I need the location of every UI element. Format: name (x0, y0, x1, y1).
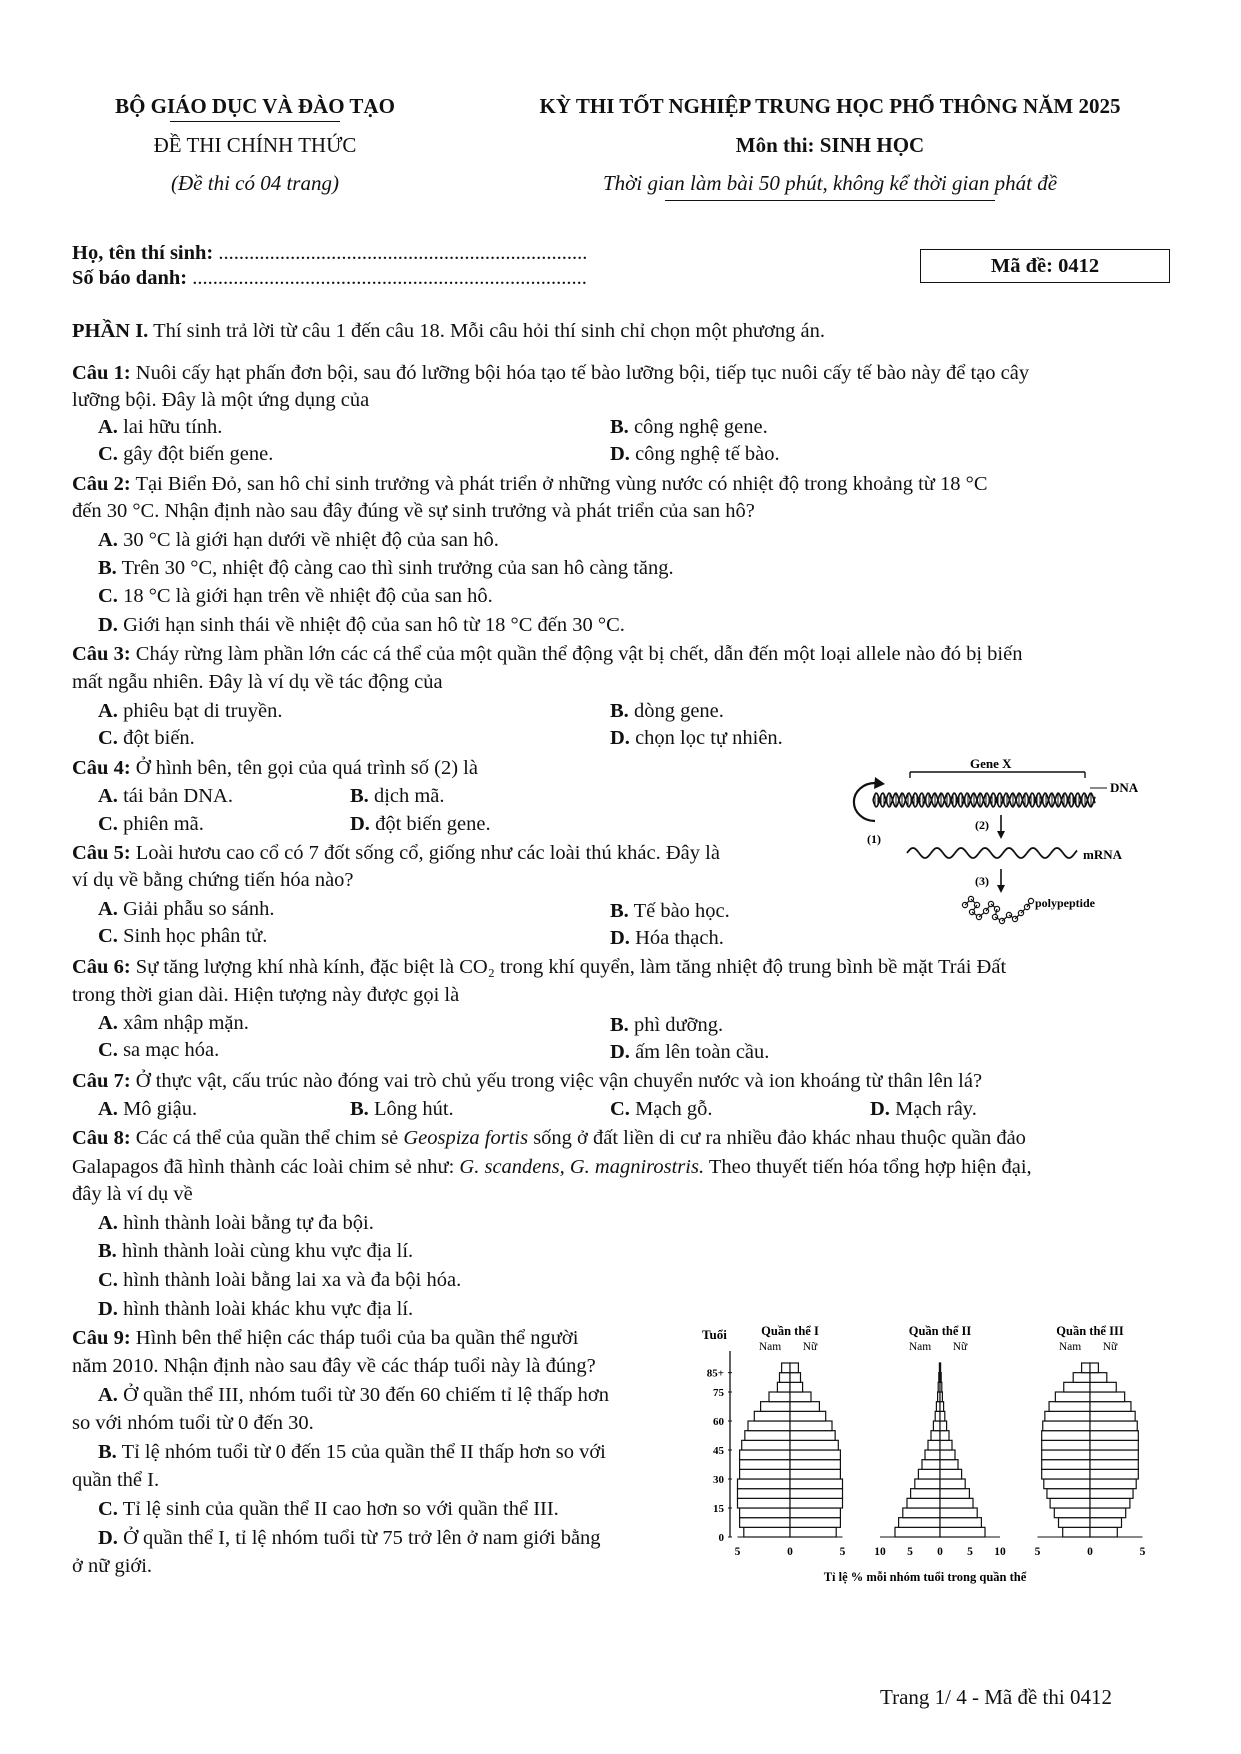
y-tick-label: 75 (713, 1387, 724, 1399)
y-tick-label: 15 (713, 1503, 724, 1515)
x-tick-label: 5 (734, 1546, 741, 1558)
polypeptide-label: polypeptide (1035, 896, 1096, 910)
q3-option-c[interactable]: C. đột biến. (98, 727, 195, 749)
q9-option-a-cont: so với nhóm tuổi từ 0 đến 30. (72, 1412, 314, 1434)
q5-label: Câu 5: (72, 842, 131, 864)
step1-label: (1) (867, 832, 881, 846)
male-bar (738, 1489, 791, 1499)
x-tick-label: 10 (874, 1546, 886, 1558)
male-bar (1042, 1469, 1090, 1479)
male-bar (915, 1479, 940, 1489)
part1-label: PHẦN I. (72, 320, 149, 342)
dna-label: DNA (1110, 780, 1139, 795)
female-bar (940, 1479, 965, 1489)
male-label: Nam (908, 1341, 932, 1353)
pyramid-title: Quần thể II (908, 1324, 972, 1338)
q8-option-d[interactable]: D. hình thành loài khác khu vực địa lí. (98, 1298, 414, 1320)
male-bar (935, 1411, 940, 1421)
subject-label: Môn thi: SINH HỌC (735, 133, 925, 157)
q5-stem: Câu 5: Loài hươu cao cổ có 7 đốt sống cổ, giống như các loài thú khác. Đây là (72, 842, 720, 864)
female-bar (790, 1518, 840, 1528)
female-bar (790, 1431, 835, 1441)
male-bar (1042, 1440, 1090, 1450)
male-bar (1042, 1431, 1090, 1441)
q9-option-c[interactable]: C. Tỉ lệ sinh của quần thể II cao hơn so với quần thể III. (98, 1498, 559, 1520)
female-bar (1090, 1460, 1138, 1470)
female-bar (790, 1363, 798, 1373)
exam-code-label: Mã đề: (990, 255, 1053, 277)
female-bar (790, 1440, 838, 1450)
female-bar (1090, 1431, 1138, 1441)
female-bar (940, 1440, 952, 1450)
q5-option-a[interactable]: A. Giải phẫu so sánh. (98, 898, 275, 920)
q2-option-a[interactable]: A. 30 °C là giới hạn dưới về nhiệt độ của san hô. (98, 529, 499, 551)
q1-stem-line1: Nuôi cấy hạt phấn đơn bội, sau đó lưỡng bội hóa tạo tế bào lưỡng bội, tiếp tục nuôi cấy tế bào này để tạo cây (135, 362, 1030, 384)
female-bar (1090, 1373, 1107, 1383)
q1-option-d[interactable]: D. công nghệ tế bào. (610, 443, 780, 465)
female-bar (790, 1469, 840, 1479)
male-bar (780, 1373, 791, 1383)
q4-option-d[interactable]: D. đột biến gene. (350, 813, 491, 835)
x-tick-label: 5 (1034, 1546, 1041, 1558)
male-bar (1043, 1421, 1090, 1431)
male-bar (1064, 1382, 1090, 1392)
female-bar (940, 1460, 958, 1470)
male-bar (922, 1460, 940, 1470)
female-bar (790, 1489, 843, 1499)
q1-stem (72, 362, 1029, 385)
female-bar (940, 1508, 977, 1518)
female-bar (1090, 1440, 1138, 1450)
female-bar (940, 1431, 949, 1441)
ministry-name: BỘ GIÁO DỤC VÀ ĐÀO TẠO (115, 94, 395, 118)
q4-stem: Câu 4: Ở hình bên, tên gọi của quá trình số (2) là (72, 757, 478, 779)
q3-option-b[interactable]: B. dòng gene. (610, 700, 724, 722)
ministry-underline (170, 121, 340, 122)
q7-option-b[interactable]: B. Lông hút. (350, 1098, 454, 1120)
male-bar (1050, 1498, 1090, 1508)
x-tick-label: 0 (1087, 1546, 1093, 1558)
x-tick-label: 0 (787, 1546, 793, 1558)
official-exam-label: ĐỀ THI CHÍNH THỨC (153, 133, 357, 157)
male-label: Nam (1058, 1341, 1082, 1353)
q4-option-b[interactable]: B. dịch mã. (350, 785, 445, 807)
q2-stem: Câu 2: Tại Biển Đỏ, san hô chỉ sinh trưởng và phát triển ở những vùng nước có nhiệt độ trong khoảng từ 18 °C (72, 473, 988, 495)
x-tick-label: 5 (967, 1546, 973, 1558)
q3-option-d[interactable]: D. chọn lọc tự nhiên. (610, 727, 783, 749)
male-bar (744, 1527, 790, 1537)
female-bar (940, 1411, 945, 1421)
female-bar (940, 1402, 944, 1412)
male-bar (911, 1489, 940, 1499)
q5-stem-line2: ví dụ về bằng chứng tiến hóa nào? (72, 869, 354, 891)
q9-option-d[interactable]: D. Ở quần thể I, tỉ lệ nhóm tuổi từ 75 trở lên ở nam giới bằng (98, 1527, 601, 1549)
q6-stem: Câu 6: Sự tăng lượng khí nhà kính, đặc biệt là CO₂ trong khí quyển, làm tăng nhiệt độ trung bình bề mặt Trái Đất (72, 956, 1007, 978)
male-bar (1055, 1392, 1090, 1402)
q5-option-b[interactable]: B. Tế bào học. (610, 900, 730, 922)
female-bar (1090, 1421, 1137, 1431)
y-ticks (707, 1368, 732, 1544)
female-bar (1090, 1469, 1138, 1479)
female-bar (790, 1373, 801, 1383)
female-bar (1090, 1402, 1131, 1412)
female-bar (790, 1450, 840, 1460)
time-note: Thời gian làm bài 50 phút, không kể thời gian phát đề (602, 171, 1058, 195)
q1-option-c[interactable]: C. gây đột biến gene. (98, 443, 274, 465)
male-bar (1073, 1373, 1090, 1383)
female-bar (1090, 1392, 1125, 1402)
q7-option-d[interactable]: D. Mạch rây. (870, 1098, 977, 1120)
female-bar (790, 1382, 803, 1392)
q1-option-a[interactable]: A. lai hữu tính. (98, 416, 223, 438)
male-bar (740, 1460, 790, 1470)
female-bar (790, 1402, 819, 1412)
replication-arrow (854, 783, 875, 821)
female-bar (1090, 1363, 1098, 1373)
female-bar (790, 1498, 843, 1508)
q1-stem-line2: lưỡng bội. Đây là một ứng dụng của (72, 389, 370, 411)
male-bar (1049, 1402, 1090, 1412)
male-bar (918, 1469, 940, 1479)
q7-option-a[interactable]: A. Mô giậu. (98, 1098, 198, 1120)
male-bar (1082, 1363, 1090, 1373)
q4-option-a[interactable]: A. tái bản DNA. (98, 785, 233, 807)
q9-stem: Câu 9: Hình bên thể hiện các tháp tuổi của ba quần thể người (72, 1327, 579, 1349)
female-label: Nữ (952, 1341, 968, 1353)
q5-option-c[interactable]: C. Sinh học phân tử. (98, 925, 268, 947)
female-bar (1090, 1527, 1117, 1537)
candidate-id-field[interactable]: ............................................................................. (192, 267, 587, 289)
male-bar (742, 1440, 790, 1450)
female-bar (940, 1469, 962, 1479)
time-note-underline (665, 200, 995, 201)
female-bar (1090, 1518, 1122, 1528)
x-tick-label: 10 (994, 1546, 1006, 1558)
q3-label: Câu 3: (72, 643, 131, 665)
male-bar (748, 1421, 790, 1431)
female-label: Nữ (1102, 1341, 1118, 1353)
mrna-strand (907, 848, 1077, 858)
female-bar (940, 1382, 942, 1392)
q6-option-d[interactable]: D. ấm lên toàn cầu. (610, 1041, 770, 1063)
y-axis-label: Tuổi (702, 1327, 727, 1342)
q5-option-d[interactable]: D. Hóa thạch. (610, 927, 724, 949)
female-bar (1090, 1382, 1116, 1392)
candidate-name-label: Họ, tên thí sinh: (72, 242, 214, 264)
male-bar (907, 1498, 940, 1508)
female-bar (940, 1489, 969, 1499)
footer-exam-code: 0412 (1069, 1685, 1112, 1709)
page-number: Trang 1/ 4 - Mã đề thi (880, 1685, 1065, 1709)
male-bar (1054, 1508, 1090, 1518)
q8-stem: Câu 8: Các cá thể của quần thể chim sẻ Geospiza fortis sống ở đất liền di cư ra nhiều đảo khác nhau thuộc quần đảo (72, 1127, 1026, 1149)
female-bar (1090, 1508, 1126, 1518)
female-bar (790, 1392, 811, 1402)
q9-label: Câu 9: (72, 1327, 131, 1349)
q2-option-c[interactable]: C. 18 °C là giới hạn trên về nhiệt độ của san hô. (98, 585, 493, 607)
candidate-name-row (72, 242, 587, 265)
male-bar (769, 1392, 790, 1402)
q1-label: Câu 1: (72, 362, 131, 384)
male-bar (738, 1498, 791, 1508)
q7-option-c[interactable]: C. Mạch gỗ. (610, 1098, 713, 1120)
female-bar (790, 1508, 840, 1518)
pyramid-title: Quần thể I (761, 1324, 819, 1338)
q9-option-d-cont: ở nữ giới. (72, 1555, 153, 1577)
male-bar (740, 1469, 790, 1479)
q8-option-c[interactable]: C. hình thành loài bằng lai xa và đa bội hóa. (98, 1269, 462, 1291)
candidate-id-row (72, 267, 587, 290)
female-bar (1090, 1489, 1133, 1499)
y-tick-label: 60 (713, 1416, 724, 1428)
x-tick-label: 5 (839, 1546, 846, 1558)
q4-option-c[interactable]: C. phiên mã. (98, 813, 204, 835)
male-bar (1042, 1460, 1090, 1470)
male-bar (928, 1440, 940, 1450)
male-bar (899, 1518, 940, 1528)
male-bar (925, 1450, 940, 1460)
q2-option-b[interactable]: B. Trên 30 °C, nhiệt độ càng cao thì sinh trưởng của san hô càng tăng. (98, 557, 674, 579)
male-bar (1047, 1489, 1090, 1499)
female-bar (790, 1411, 826, 1421)
mrna-label: mRNA (1083, 847, 1122, 862)
male-bar (782, 1363, 790, 1373)
step3-label: (3) (975, 874, 989, 888)
q6-option-b[interactable]: B. phì dưỡng. (610, 1014, 724, 1036)
q7-stem: Câu 7: Ở thực vật, cấu trúc nào đóng vai trò chủ yếu trong việc vận chuyển nước và ion khoáng từ thân lên lá? (72, 1070, 983, 1092)
male-bar (740, 1518, 790, 1528)
male-bar (933, 1421, 940, 1431)
male-bar (740, 1450, 790, 1460)
q4-label: Câu 4: (72, 757, 131, 779)
female-bar (940, 1373, 941, 1383)
exam-code-value: 0412 (1058, 255, 1100, 277)
female-bar (790, 1421, 832, 1431)
q6-stem-line2: trong thời gian dài. Hiện tượng này được gọi là (72, 984, 460, 1006)
pyramid-title: Quần thể III (1056, 1324, 1124, 1338)
q1-option-b[interactable]: B. công nghệ gene. (610, 416, 768, 438)
q2-label: Câu 2: (72, 473, 131, 495)
x-tick-label: 0 (937, 1546, 943, 1558)
female-bar (1090, 1498, 1130, 1508)
q3-stem: Câu 3: Cháy rừng làm phần lớn các cá thể của một quần thể động vật bị chết, dẫn đến một loại allele nào đó bị biến (72, 643, 1023, 665)
male-bar (745, 1431, 790, 1441)
q6-option-c[interactable]: C. sa mạc hóa. (98, 1039, 220, 1061)
q8-stem-line3: đây là ví dụ về (72, 1183, 193, 1205)
pyramids (735, 1324, 1146, 1558)
male-bar (903, 1508, 940, 1518)
x-tick-label: 5 (1139, 1546, 1146, 1558)
male-label: Nam (758, 1341, 782, 1353)
male-bar (1045, 1411, 1090, 1421)
male-bar (1044, 1479, 1090, 1489)
x-tick-label: 5 (907, 1546, 913, 1558)
male-bar (761, 1402, 790, 1412)
female-bar (1090, 1479, 1136, 1489)
q2-option-d[interactable]: D. Giới hạn sinh thái về nhiệt độ của san hô từ 18 °C đến 30 °C. (98, 614, 625, 636)
exam-title: KỲ THI TỐT NGHIỆP TRUNG HỌC PHỔ THÔNG NĂM 2025 (539, 94, 1121, 118)
part1-instructions (72, 320, 825, 343)
polypeptide-chain (962, 896, 1033, 923)
female-bar (1090, 1450, 1138, 1460)
amino-acid (1028, 898, 1033, 903)
step2-label: (2) (975, 818, 989, 832)
male-bar (931, 1431, 940, 1441)
y-tick-label: 45 (713, 1445, 724, 1457)
q6-label: Câu 6: (72, 956, 131, 978)
q7-label: Câu 7: (72, 1070, 131, 1092)
male-bar (777, 1382, 790, 1392)
q9-option-b-cont: quần thể I. (72, 1469, 160, 1491)
y-tick-label: 30 (713, 1474, 724, 1486)
q8-option-b[interactable]: B. hình thành loài cùng khu vực địa lí. (98, 1240, 414, 1262)
q8-option-a[interactable]: A. hình thành loài bằng tự đa bội. (98, 1212, 374, 1234)
y-tick-label: 85+ (706, 1367, 724, 1380)
male-bar (754, 1411, 790, 1421)
male-bar (1042, 1450, 1090, 1460)
x-axis-caption: Tỉ lệ % mỗi nhóm tuổi trong quần thể (823, 1570, 1027, 1584)
candidate-id-label: Số báo danh: (72, 267, 188, 289)
female-bar (940, 1498, 973, 1508)
q3-stem-line2: mất ngẫu nhiên. Đây là ví dụ về tác động của (72, 671, 443, 693)
female-bar (940, 1450, 955, 1460)
male-bar (1063, 1527, 1090, 1537)
female-bar (790, 1460, 840, 1470)
male-bar (738, 1479, 791, 1489)
q3-option-a[interactable]: A. phiêu bạt di truyền. (98, 700, 283, 722)
q2-stem-line2: đến 30 °C. Nhận định nào sau đây đúng về sự sinh trưởng và phát triển của san hô? (72, 500, 755, 522)
q8-label: Câu 8: (72, 1127, 131, 1149)
female-bar (790, 1479, 843, 1489)
female-bar (940, 1421, 947, 1431)
female-bar (940, 1527, 985, 1537)
female-bar (940, 1392, 942, 1402)
y-tick-label: 0 (718, 1532, 724, 1544)
part1-text: Thí sinh trả lời từ câu 1 đến câu 18. Mỗi câu hỏi thí sinh chỉ chọn một phương án. (153, 320, 825, 342)
q6-option-a[interactable]: A. xâm nhập mặn. (98, 1012, 249, 1034)
gene-x-label: Gene X (970, 756, 1012, 771)
candidate-name-field[interactable]: ........................................................................ (218, 242, 588, 264)
pages-note: (Đề thi có 04 trang) (171, 171, 339, 195)
q8-stem-line2: Galapagos đã hình thành các loài chim sẻ như: G. scandens, G. magnirostris. Theo thuyết tiến hóa tổng hợp hiện đại, (72, 1156, 1032, 1178)
exam-code-box (920, 249, 1170, 283)
male-bar (895, 1527, 940, 1537)
gene-expression-figure (845, 755, 1165, 930)
page-footer (880, 1685, 1112, 1710)
male-bar (1059, 1518, 1091, 1528)
age-pyramids-figure (690, 1315, 1160, 1595)
female-label: Nữ (802, 1341, 818, 1353)
female-bar (1090, 1411, 1135, 1421)
q9-option-b[interactable]: B. Tỉ lệ nhóm tuổi từ 0 đến 15 của quần thể II thấp hơn so với (98, 1441, 606, 1463)
male-bar (740, 1508, 790, 1518)
female-bar (940, 1363, 941, 1373)
female-bar (940, 1518, 981, 1528)
q9-option-a[interactable]: A. Ở quần thể III, nhóm tuổi từ 30 đến 60 chiếm tỉ lệ thấp hơn (98, 1384, 610, 1406)
q9-stem-line2: năm 2010. Nhận định nào sau đây về các tháp tuổi này là đúng? (72, 1355, 596, 1377)
female-bar (790, 1527, 836, 1537)
